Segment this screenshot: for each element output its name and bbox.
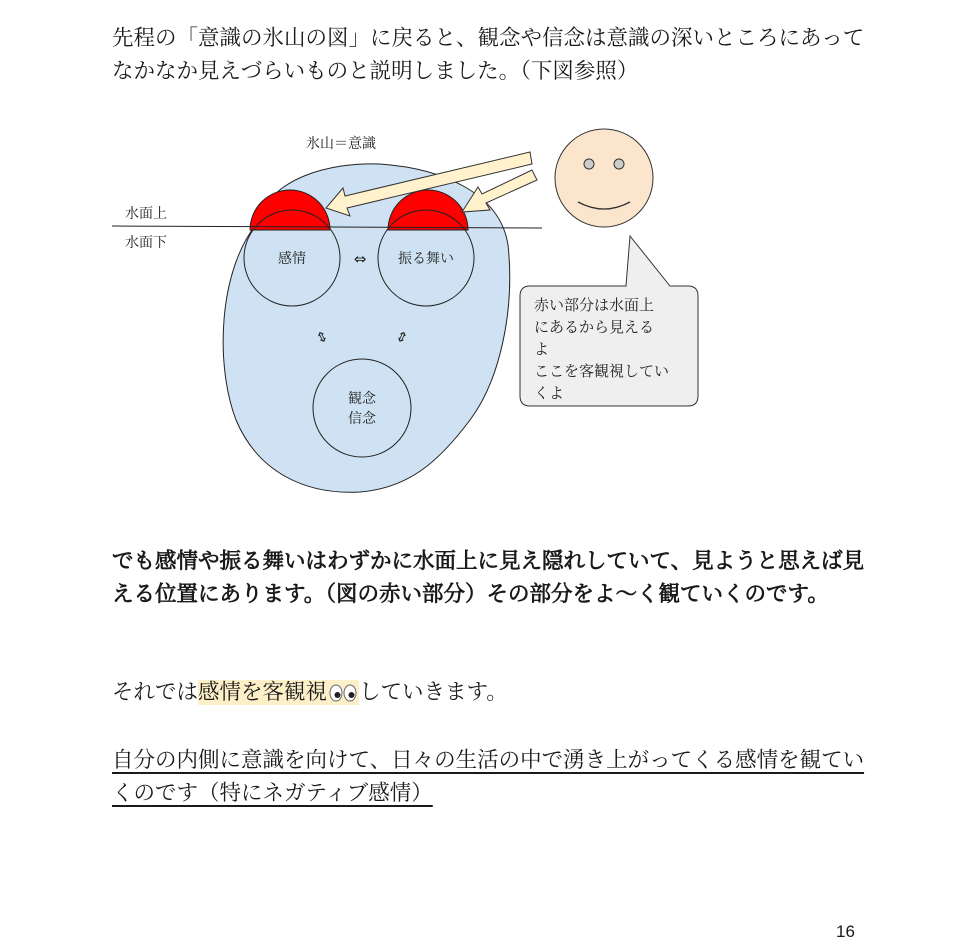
intro-paragraph: 先程の「意識の氷山の図」に戻ると、観念や信念は意識の深いところにあってなかなか見えづらいものと説明しました。（下図参照） <box>112 26 865 84</box>
diagram-title: 氷山＝意識 <box>306 136 376 152</box>
belief-label-line2: 信念 <box>348 411 376 427</box>
vertical-arrow-left-icon: ⇕ <box>313 328 332 348</box>
above-water-label: 水面上 <box>125 206 167 222</box>
highlighted-text <box>198 680 359 705</box>
underlined-paragraph: 自分の内側に意識を向けて、日々の生活の中で湧き上がってくる感情を観ていくのです（特にネガティブ感情） <box>112 748 865 806</box>
smiley-face-icon <box>555 129 653 227</box>
bubble-line-1: 赤い部分は水面上 <box>534 296 655 314</box>
belief-label-line1: 観念 <box>348 391 376 407</box>
highlight-line <box>112 676 872 709</box>
two-way-arrow-icon: ⇔ <box>353 250 367 268</box>
bubble-line-4: ここを客観視してい <box>534 362 670 380</box>
bubble-line-2: にあるから見える <box>534 318 655 336</box>
emotion-label: 感情 <box>278 251 306 267</box>
bubble-line-3: よ <box>534 340 550 358</box>
page-number: 16 <box>836 922 855 941</box>
behavior-label: 振る舞い <box>398 251 454 267</box>
line-end: していきます。 <box>359 680 508 705</box>
eyes-icon <box>328 683 358 703</box>
bubble-line-5: くよ <box>534 384 565 402</box>
bold-paragraph: でも感情や振る舞いはわずかに水面上に見え隠れしていて、見ようと思えば見える位置にあります。（図の赤い部分）その部分をよ〜く観ていくのです。 <box>112 549 865 607</box>
below-water-label: 水面下 <box>125 235 167 251</box>
vertical-arrow-right-icon: ⇕ <box>392 328 411 348</box>
line-start: それでは <box>112 680 199 705</box>
iceberg-diagram <box>0 120 980 520</box>
highlight-words: 感情を客観視 <box>198 680 328 705</box>
